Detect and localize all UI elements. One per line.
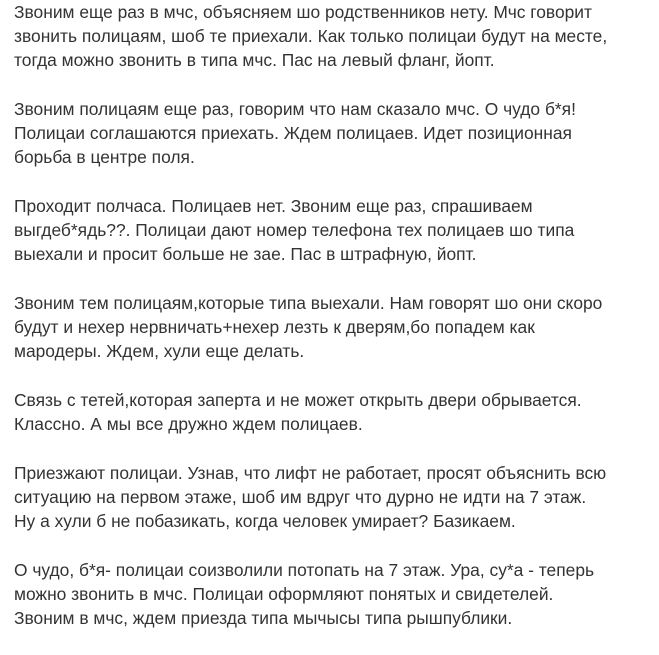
text-line: Звоним тем полицаям,которые типа выехали. Нам говорят шо они скоро [14,293,603,313]
paragraph-4 [14,291,654,363]
text-line: Классно. А мы все дружно ждем полицаев. [14,414,363,434]
text-line: Звоним полицаям еще раз, говорим что нам сказало мчс. О чудо б*я! [14,99,576,119]
text-line: Приезжают полицаи. Узнав, что лифт не работает, просят объяснить всю [14,463,607,483]
paragraph-1 [14,0,654,72]
text-line: Связь с тетей,которая заперта и не может открыть двери обрывается. [14,390,582,410]
text-line: звонить полицаям, шоб те приехали. Как только полицаи будут на месте, [14,26,608,46]
paragraph-7 [14,558,654,630]
text-line: Звоним в мчс, ждем приезда типа мычысы типа рышпублики. [14,608,513,628]
text-line: тогда можно звонить в типа мчс. Пас на левый фланг, йопт. [14,50,495,70]
text-line: Звоним еще раз в мчс, объясняем шо родственников нету. Мчс говорит [14,2,592,22]
text-line: выгдеб*ядь??. Полицаи дают номер телефона тех полицаев шо типа [14,220,575,240]
text-line: борьба в центре поля. [14,147,195,167]
paragraph-5 [14,388,654,436]
post-text [14,0,654,655]
text-line: выехали и просит больше не зае. Пас в штрафную, йопт. [14,244,477,264]
text-line: Ну а хули б не побазикать, когда человек умирает? Базикаем. [14,511,516,531]
paragraph-2 [14,97,654,169]
text-line: можно звонить в мчс. Полицаи оформляют понятых и свидетелей. [14,584,554,604]
text-line: Полицаи соглашаются приехать. Ждем полицаев. Идет позиционная [14,123,572,143]
paragraph-6 [14,461,654,533]
text-line: ситуацию на первом этаже, шоб им вдруг что дурно не идти на 7 этаж. [14,487,587,507]
text-line: О чудо, б*я- полицаи соизволили потопать на 7 этаж. Ура, су*а - теперь [14,560,595,580]
text-line: будут и нехер нервничать+нехер лезть к дверям,бо попадем как [14,317,535,337]
paragraph-3 [14,194,654,266]
text-line: Проходит полчаса. Полицаев нет. Звоним еще раз, спрашиваем [14,196,533,216]
text-line: мародеры. Ждем, хули еще делать. [14,341,305,361]
